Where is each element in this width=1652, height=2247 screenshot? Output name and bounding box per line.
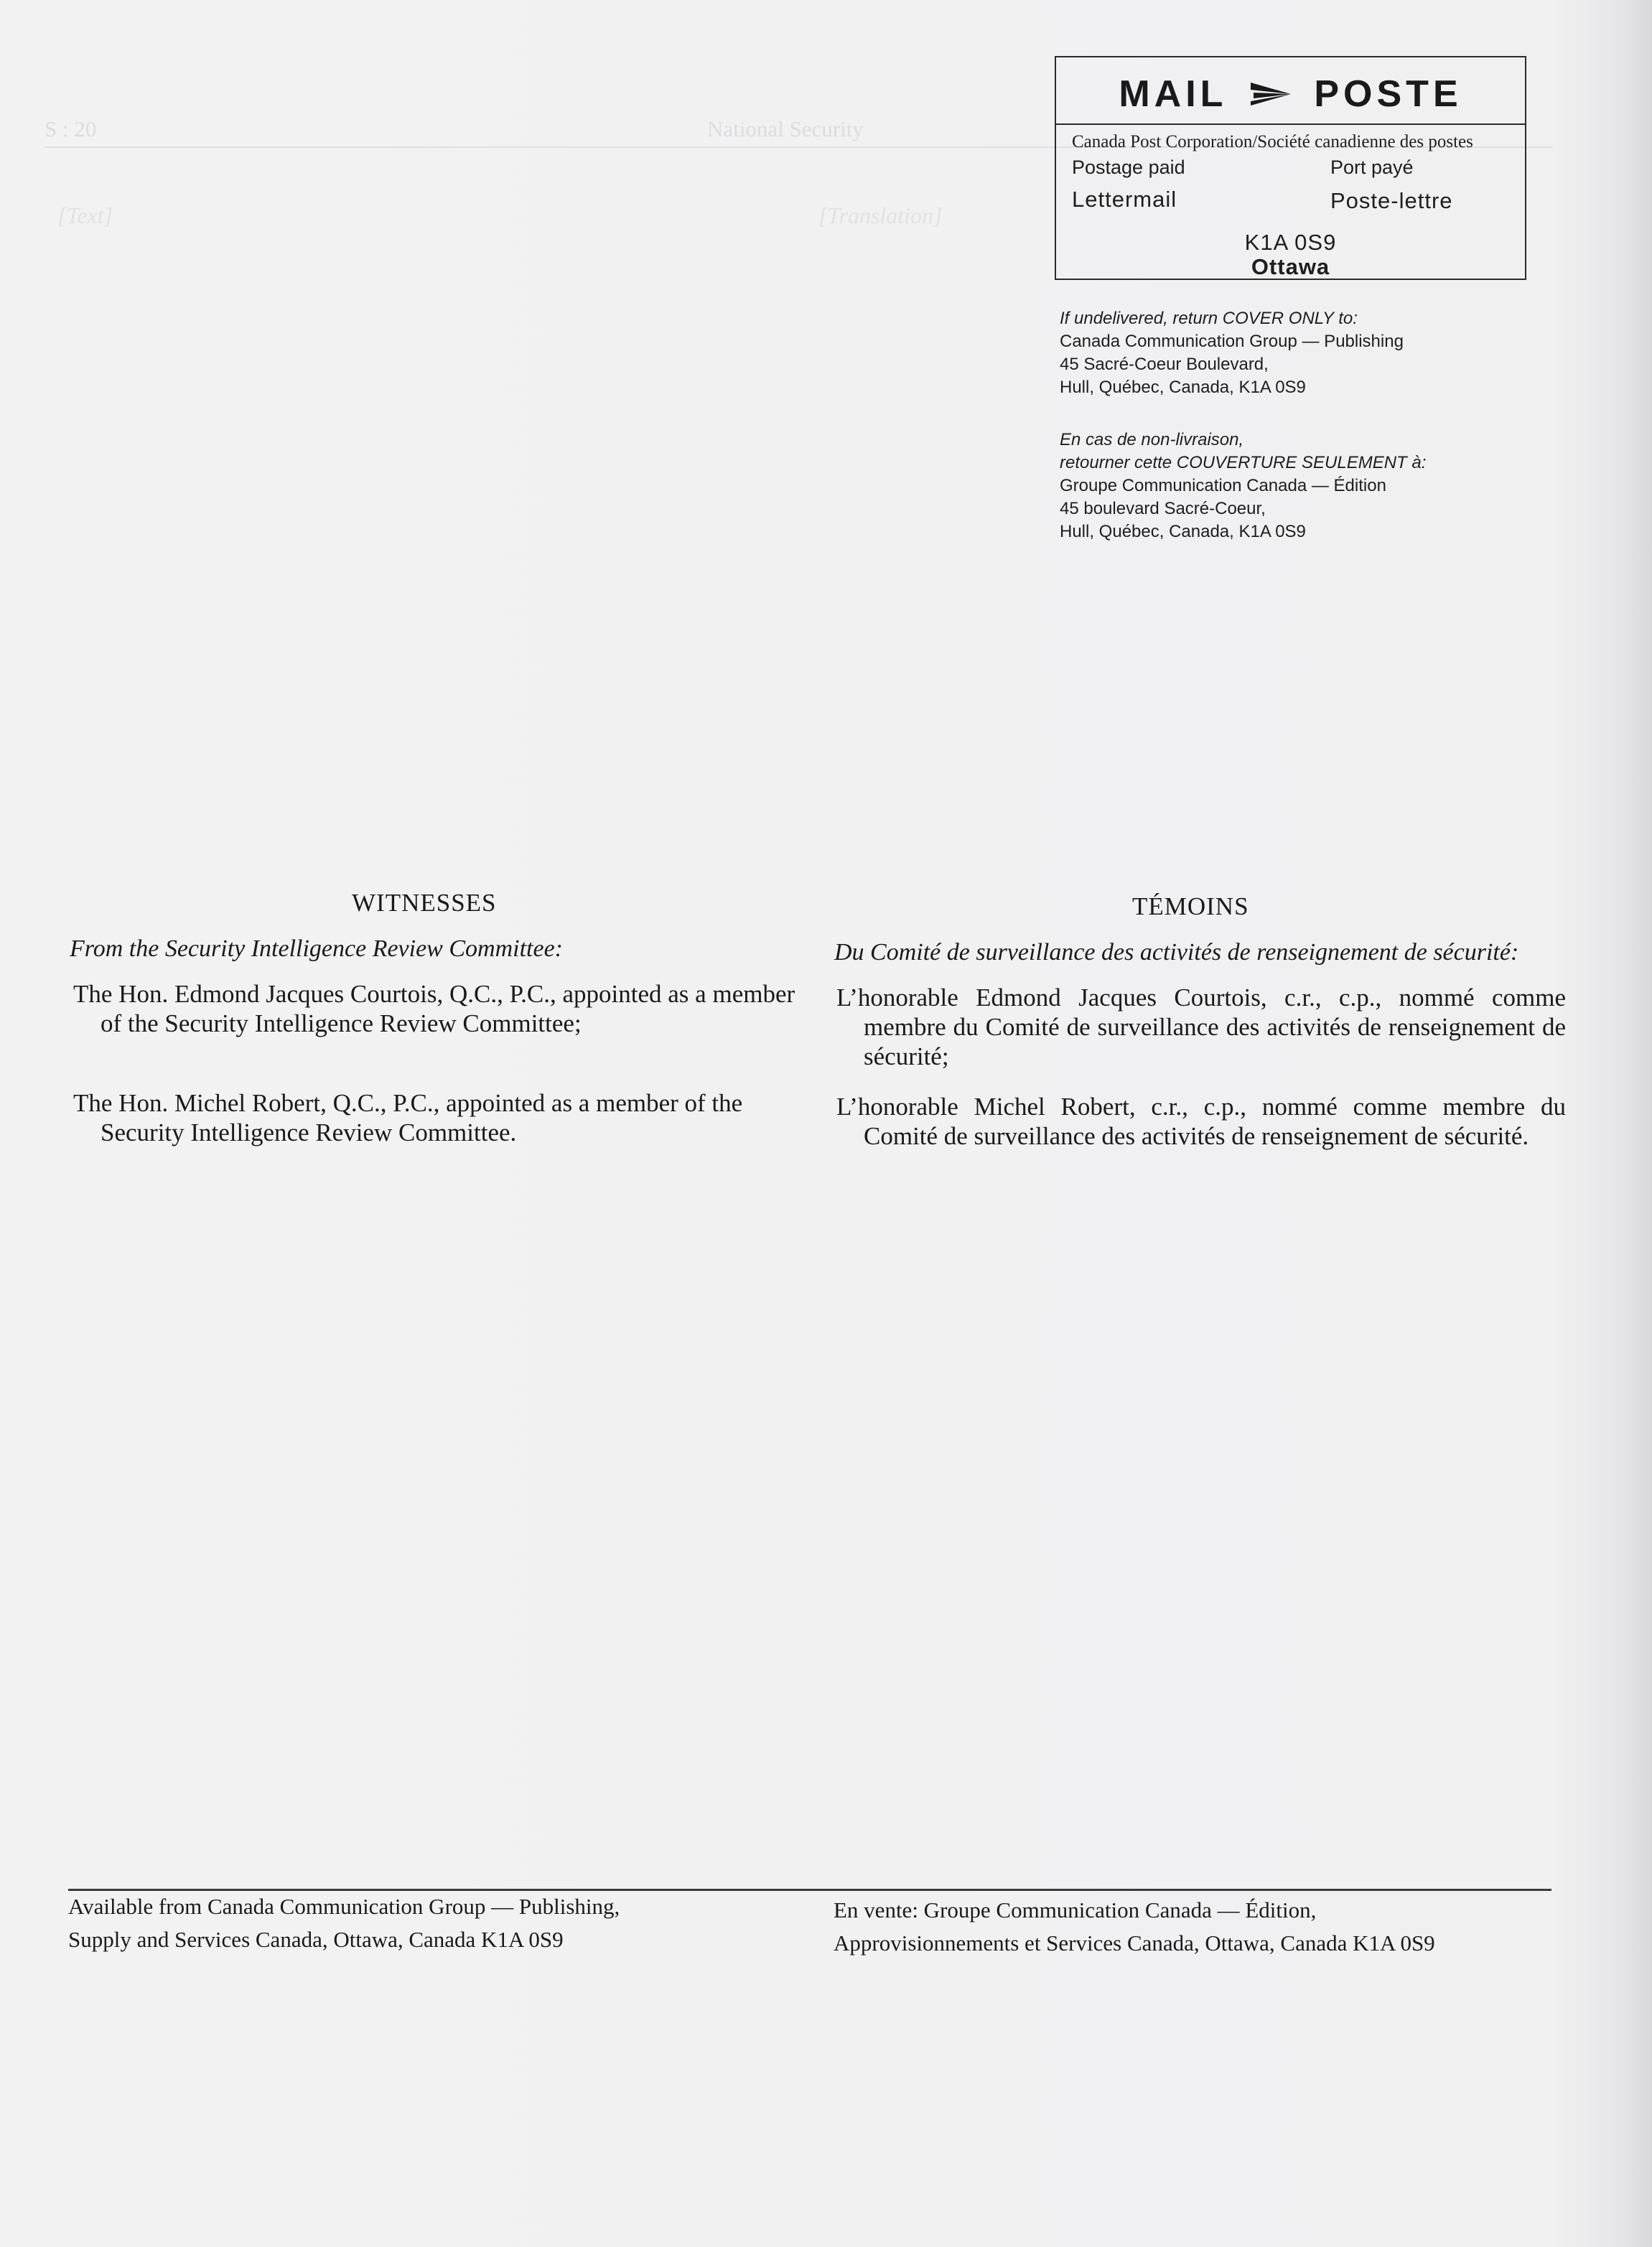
witness-entry-en-1: The Hon. Edmond Jacques Courtois, Q.C., P.C., appointed as a member of the Security Intelligence Review Committee; [73,980,795,1037]
witnesses-source-fr: Du Comité de surveillance des activités de renseignement de sécurité: [834,939,1519,966]
lettermail-label: Lettermail [1072,187,1177,212]
poste-lettre-label: Poste-lettre [1330,188,1453,213]
port-paye-label: Port payé [1330,157,1414,178]
poste-word: POSTE [1314,73,1462,116]
return-street-fr: 45 boulevard Sacré-Coeur, [1060,499,1266,518]
bleed-left-tag: [Text] [57,202,113,228]
indicia-divider [1056,123,1525,125]
return-address-fr [1060,429,1426,543]
witnesses-source-en: From the Security Intelligence Review Committee: [70,935,563,962]
return-instruction-fr-2: retourner cette COUVERTURE SEULEMENT à: [1060,453,1427,472]
mail-poste-title [1056,70,1525,116]
witness-entry-fr-1: L’honorable Edmond Jacques Courtois, c.r., c.p., nommé comme membre du Comité de surveillance des activités de renseignement de sécurité; [836,984,1566,1070]
return-address-en [1060,307,1404,399]
bleed-header-center: National Security [707,116,864,141]
post-arrow-icon [1249,80,1292,108]
availability-fr-line-1: En vente: Groupe Communication Canada — Édition, [834,1897,1317,1923]
return-org-fr: Groupe Communication Canada — Édition [1060,476,1386,495]
bleed-right-tag: [Translation] [818,202,943,228]
post-corporation: Canada Post Corporation/Société canadienne des postes [1072,132,1473,151]
witnesses-heading: WITNESSES [352,889,497,917]
return-city-fr: Hull, Québec, Canada, K1A 0S9 [1060,522,1306,541]
mail-word: MAIL [1119,73,1228,116]
availability-fr-line-2: Approvisionnements et Services Canada, Ottawa, Canada K1A 0S9 [834,1930,1435,1956]
bleed-header-left: S : 20 [45,116,97,141]
availability-fr [834,1894,1435,1960]
witness-entry-fr-2: L’honorable Michel Robert, c.r., c.p., nommé comme membre du Comité de surveillance des activités de renseignement de sécurité. [836,1093,1566,1150]
return-instruction-en: If undelivered, return COVER ONLY to: [1060,309,1358,328]
postage-indicia [1055,56,1526,280]
return-street-en: 45 Sacré-Coeur Boulevard, [1060,355,1269,374]
availability-en-line-1: Available from Canada Communication Group — Publishing, [68,1894,620,1919]
return-org-en: Canada Communication Group — Publishing [1060,332,1404,351]
witness-entry-en-2: The Hon. Michel Robert, Q.C., P.C., appointed as a member of the Security Intelligence Review Committee. [73,1089,743,1146]
postal-city: Ottawa [1251,254,1330,279]
availability-en-line-2: Supply and Services Canada, Ottawa, Canada K1A 0S9 [68,1927,564,1952]
return-instruction-fr-1: En cas de non-livraison, [1060,430,1244,449]
postal-code: K1A 0S9 [1244,230,1337,255]
availability-en [68,1890,620,1956]
return-city-en: Hull, Québec, Canada, K1A 0S9 [1060,378,1306,397]
temoins-heading: TÉMOINS [1132,892,1249,920]
postage-paid-label: Postage paid [1072,157,1185,178]
